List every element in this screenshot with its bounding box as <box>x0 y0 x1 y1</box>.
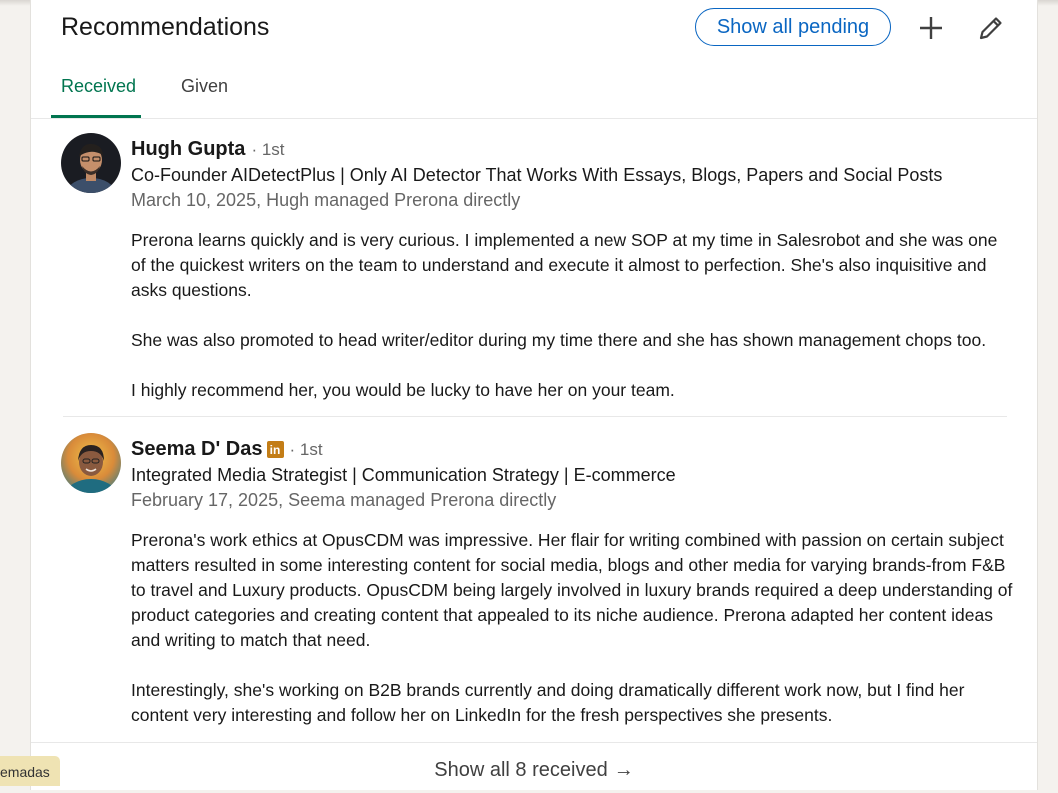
recommender-name-row <box>131 138 285 161</box>
section-title: Recommendations <box>61 13 270 41</box>
recommendation-paragraph: She was also promoted to head writer/editor during my time there and she has shown management chops too. <box>131 330 987 350</box>
tab-received[interactable]: Received <box>61 76 137 96</box>
pencil-icon <box>977 14 1005 42</box>
show-all-label: Show all 8 received <box>434 759 608 781</box>
recommendations-card <box>30 0 1038 790</box>
tab-given[interactable]: Given <box>181 76 229 96</box>
section-header <box>31 0 1037 60</box>
show-all-received-link[interactable] <box>31 759 1037 782</box>
divider <box>63 416 1007 417</box>
arrow-right-icon: → <box>613 759 634 781</box>
active-tab-indicator <box>51 115 141 118</box>
add-recommendation-button[interactable] <box>914 11 948 45</box>
tooltip: emadas <box>0 756 60 786</box>
recommender-name-row <box>131 438 323 461</box>
recommendation-paragraph: Interestingly, she's working on B2B brands currently and doing dramatically different work now, but I find her content very interesting and follow her on LinkedIn for the fresh perspectives she presents. <box>131 680 965 725</box>
recommendation-paragraph: Prerona learns quickly and is very curious. I implemented a new SOP at my time in Salesrobot and she was one of the quickest writers on the team to understand and execute it almost to perfection. She's also inquisitive and asks questions. <box>131 230 998 300</box>
avatar[interactable] <box>61 433 121 493</box>
linkedin-premium-badge-icon: in <box>267 441 284 458</box>
recommendation-meta: February 17, 2025, Seema managed Prerona directly <box>131 490 557 510</box>
recommendation-paragraph: I highly recommend her, you would be lucky to have her on your team. <box>131 380 675 400</box>
section-footer <box>31 742 1037 793</box>
recommendation-text <box>131 228 1016 428</box>
recommendation-text <box>131 528 1016 753</box>
recommendation-meta: March 10, 2025, Hugh managed Prerona directly <box>131 190 521 210</box>
connection-degree: · 1st <box>289 439 323 459</box>
recommender-headline: Co-Founder AIDetectPlus | Only AI Detector That Works With Essays, Blogs, Papers and Social Posts <box>131 165 943 185</box>
plus-icon <box>918 15 944 41</box>
avatar[interactable] <box>61 133 121 193</box>
show-all-pending-button[interactable]: Show all pending <box>695 8 891 46</box>
recommender-name[interactable]: Hugh Gupta <box>131 138 246 160</box>
recommendation-tabs <box>31 60 1037 119</box>
recommender-headline: Integrated Media Strategist | Communication Strategy | E-commerce <box>131 465 676 485</box>
recommender-name[interactable]: Seema D' Das <box>131 438 263 460</box>
edit-recommendations-button[interactable] <box>974 11 1008 45</box>
recommendation-paragraph: Prerona's work ethics at OpusCDM was impressive. Her flair for writing combined with passion on certain subject matters resulted in some interesting content for social media, blogs and other media for varying brands-from F&B to travel and Luxury products. OpusCDM being largely involved in luxury brands required a deep understanding of product categories and creating content that appealed to its niche audience. Prerona adapted her content ideas and writing to match that need. <box>131 530 1013 650</box>
connection-degree: · 1st <box>251 139 285 159</box>
